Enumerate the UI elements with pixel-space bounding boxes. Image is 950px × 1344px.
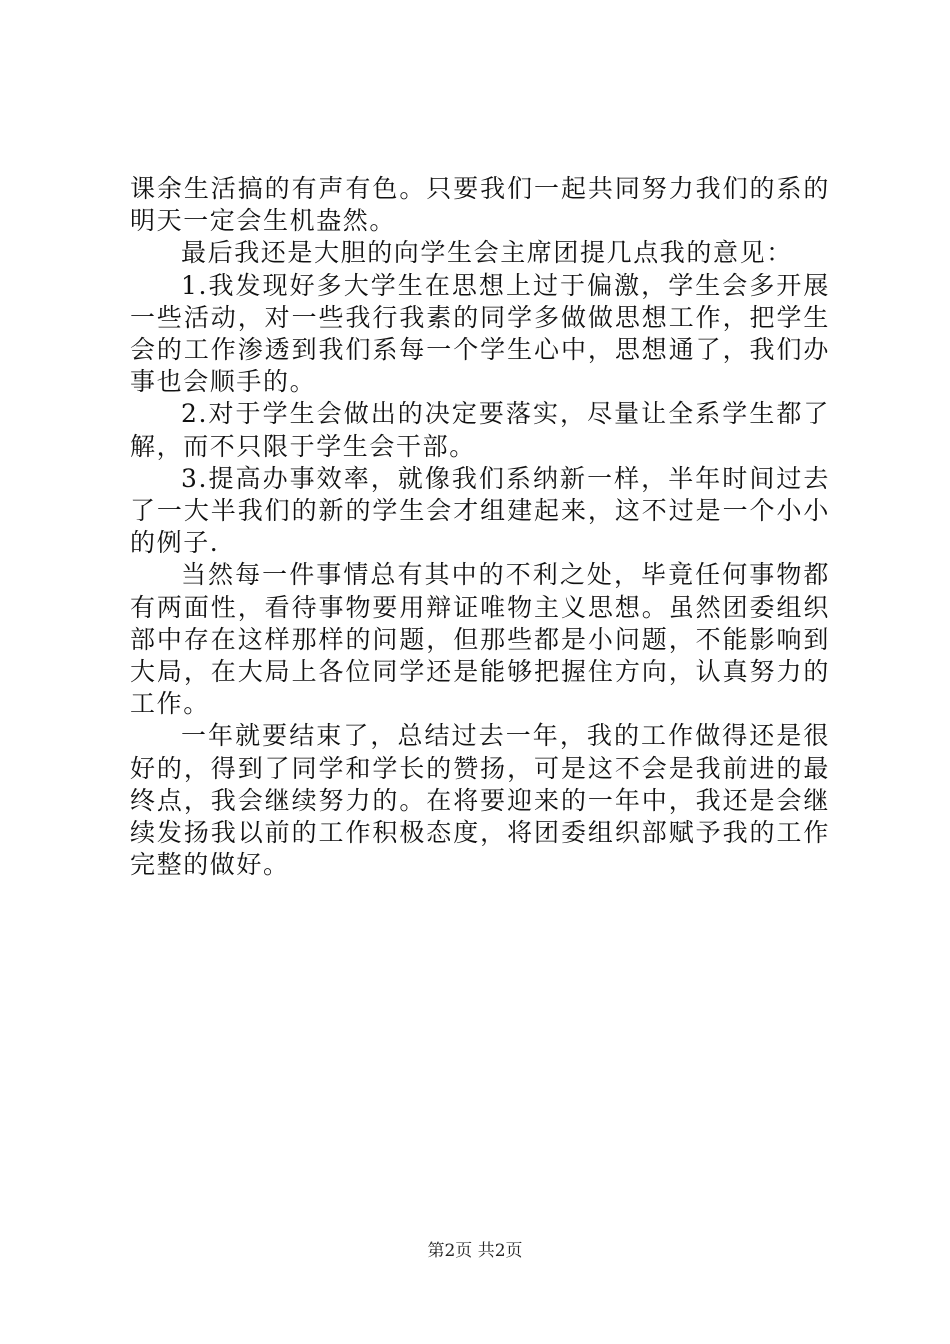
paragraph-3: 1.我发现好多大学生在思想上过于偏激，学生会多开展一些活动，对一些我行我素的同学多做做思想工作，把学生会的工作渗透到我们系每一个学生心中，思想通了，我们办事也会顺手的。	[130, 270, 830, 397]
paragraph-5: 3.提高办事效率，就像我们系纳新一样，半年时间过去了一大半我们的新的学生会才组建起来，这不过是一个小小的例子.	[130, 463, 830, 558]
page-footer	[0, 1240, 950, 1262]
paragraph-1: 课余生活搞的有声有色。只要我们一起共同努力我们的系的明天一定会生机盎然。	[130, 174, 830, 236]
paragraph-7: 一年就要结束了，总结过去一年，我的工作做得还是很好的，得到了同学和学长的赞扬，可是这不会是我前进的最终点，我会继续努力的。在将要迎来的一年中，我还是会继续发扬我以前的工作积极态度，将团委组织部赋予我的工作完整的做好。	[130, 721, 830, 880]
page-number: 第2页 共2页	[427, 1241, 523, 1261]
document-body	[130, 173, 830, 881]
paragraph-4: 2.对于学生会做出的决定要落实，尽量让全系学生都了解，而不只限于学生会干部。	[130, 399, 830, 461]
paragraph-6: 当然每一件事情总有其中的不利之处，毕竟任何事物都有两面性，看待事物要用辩证唯物主义思想。虽然团委组织部中存在这样那样的问题，但那些都是小问题，不能影响到大局，在大局上各位同学还是能够把握住方向，认真努力的工作。	[130, 560, 830, 719]
paragraph-2: 最后我还是大胆的向学生会主席团提几点我的意见：	[181, 238, 793, 268]
